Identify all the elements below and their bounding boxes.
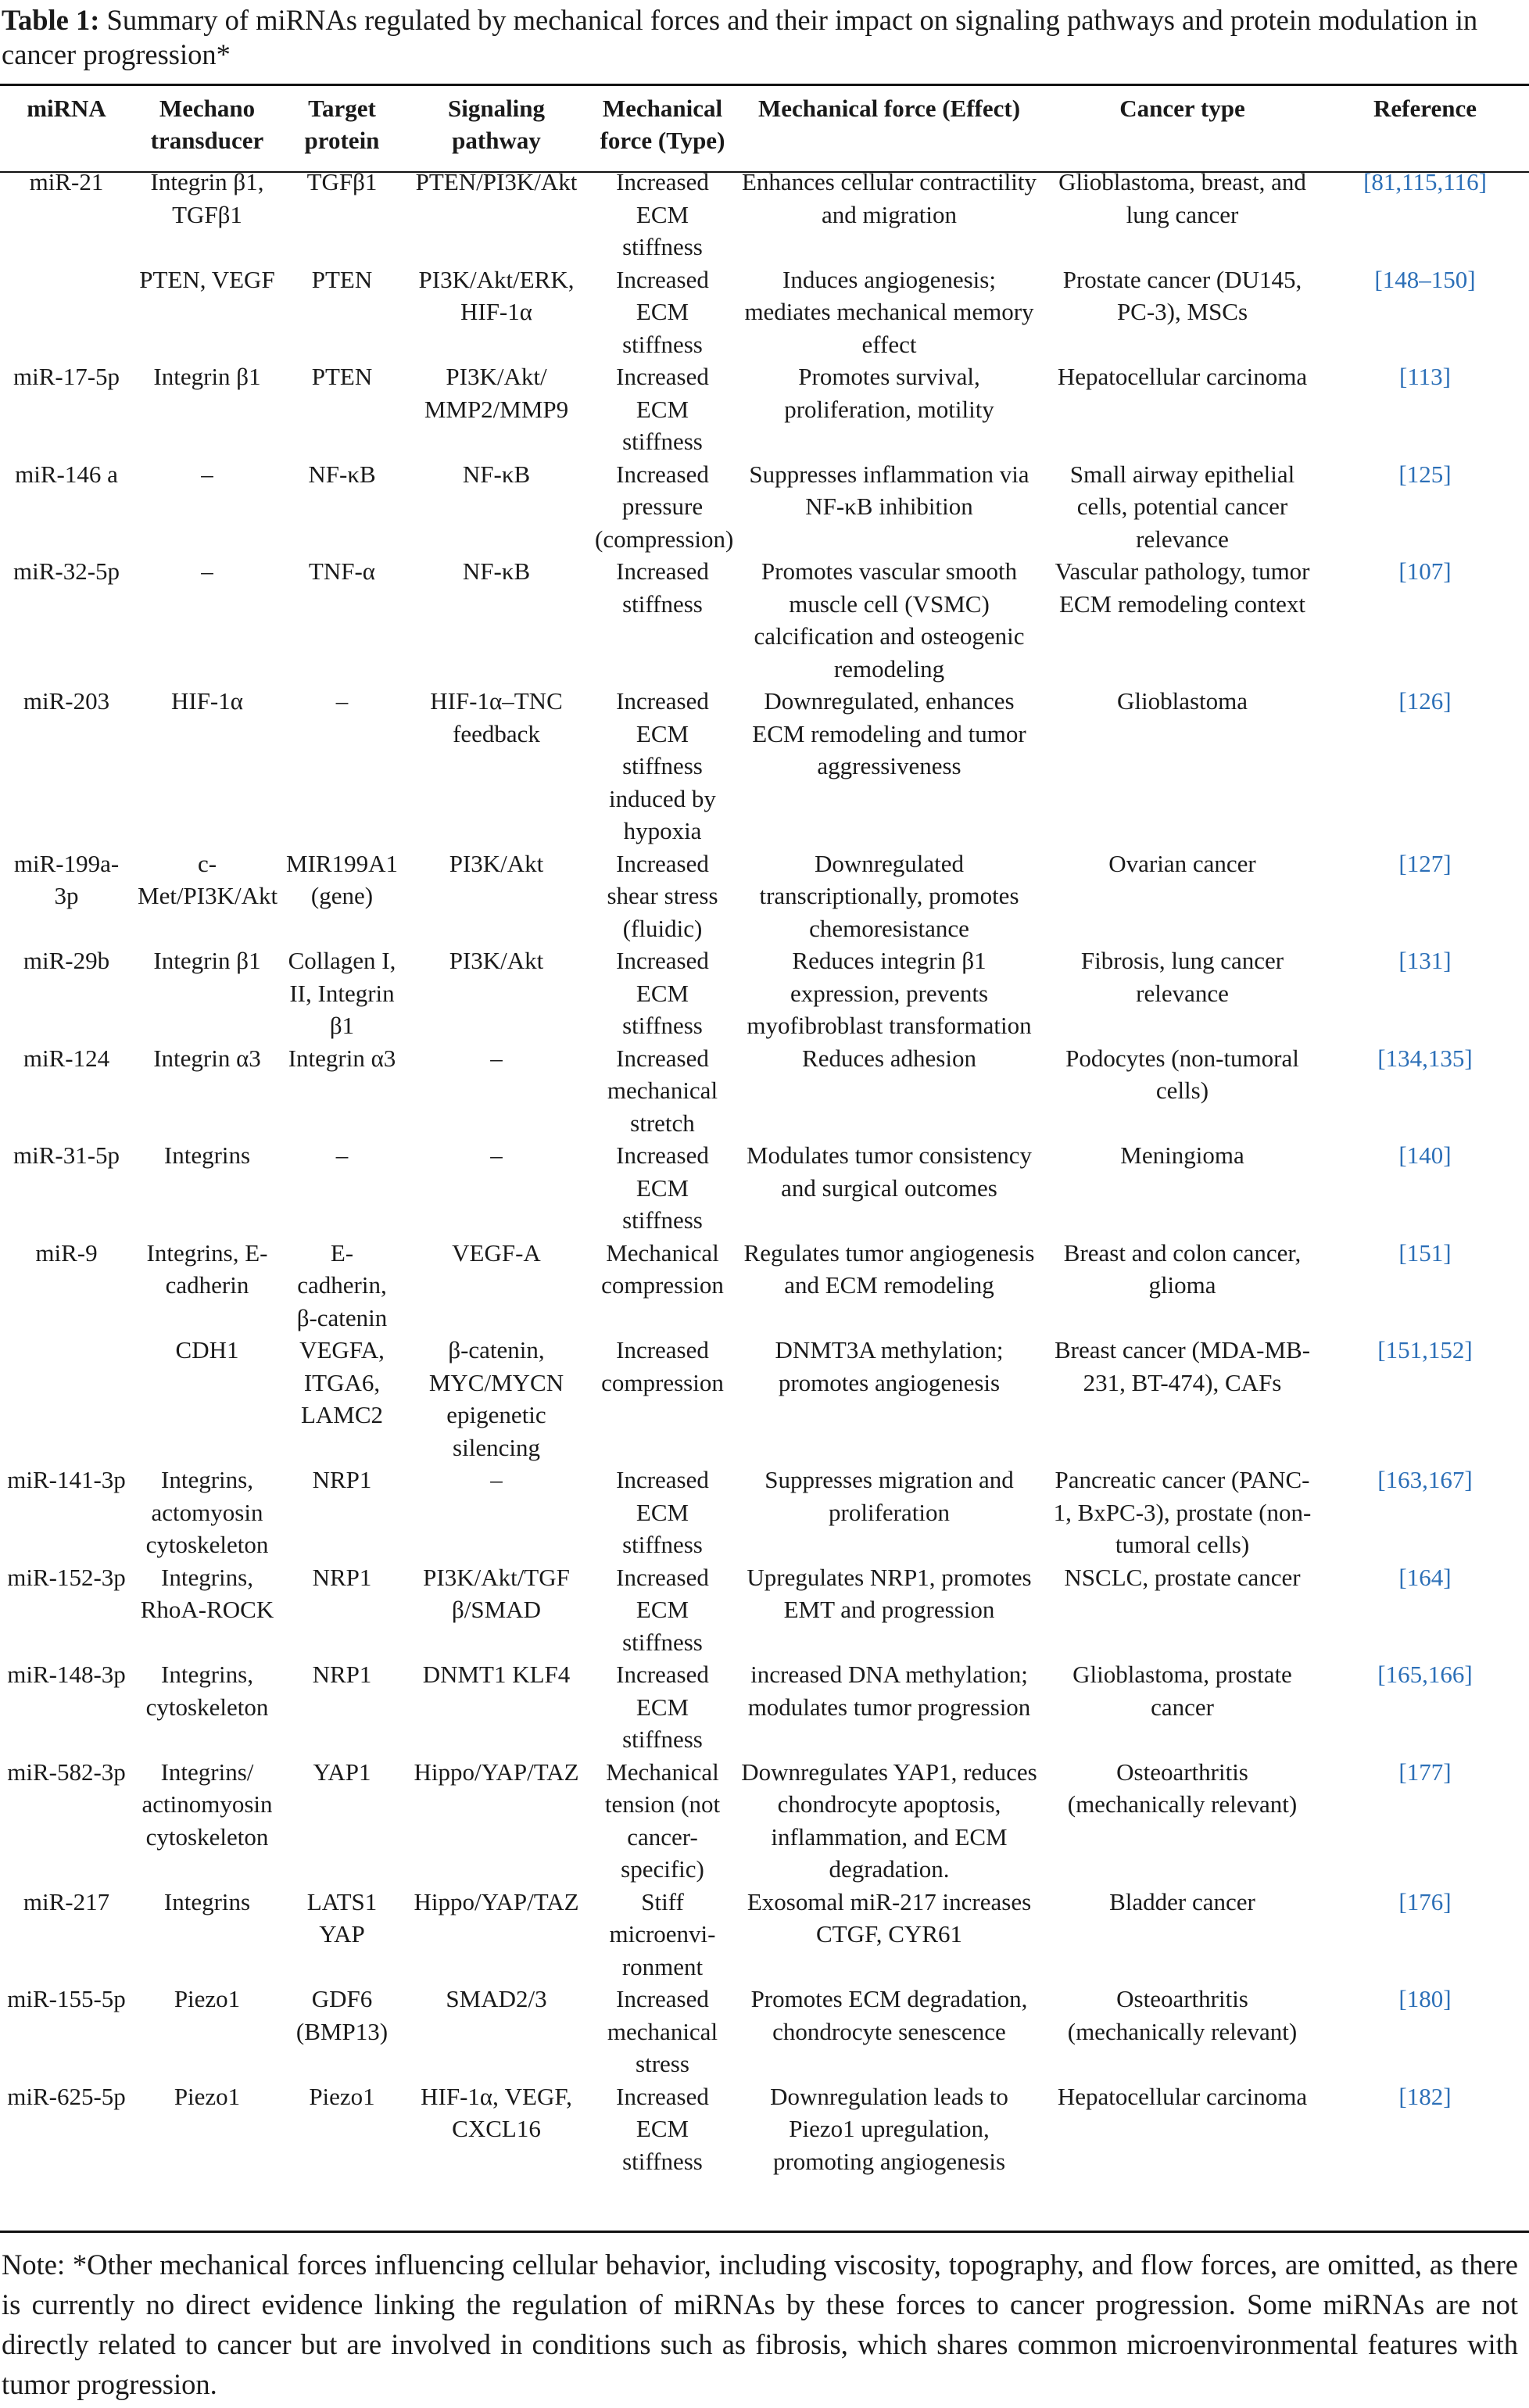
cell-cancer-type: Glioblastoma — [1116, 687, 1248, 715]
cell-mechanotransducer: HIF-1α — [170, 687, 244, 715]
cell-force-type: Mechanical compression — [601, 1238, 724, 1299]
cell-force-type: Increased stiffness — [616, 557, 709, 618]
cell-mechanotransducer: Integrins — [163, 1887, 251, 1915]
cell-force-type: Increased mechanical stress — [607, 1985, 718, 2077]
cell-reference[interactable]: [180] — [1398, 1985, 1452, 2012]
cell-signaling-pathway: PI3K/Akt/ MMP2/MMP9 — [424, 363, 569, 423]
cell-reference[interactable]: [134,135] — [1377, 1044, 1473, 1072]
table-label: Table 1: — [2, 4, 100, 36]
cell-reference[interactable]: [151] — [1398, 1238, 1452, 1267]
cell-cancer-type: Hepatocellular carcinoma — [1057, 2082, 1308, 2110]
cell-mechanotransducer: CDH1 — [175, 1336, 239, 1363]
cell-mechanotransducer: c-Met/PI3K/Akt — [138, 849, 278, 909]
cell-cancer-type: Fibrosis, lung cancer relevance — [1080, 947, 1284, 1007]
table-row — [0, 1658, 1529, 1756]
cell-cancer-type: Breast and colon cancer, glioma — [1063, 1238, 1302, 1299]
cell-force-effect: Downregulates YAP1, reduces chondrocyte apoptosis, inflammation, and ECM degradation. — [741, 1758, 1037, 1883]
cell-mirna: miR-148-3p — [7, 1661, 126, 1688]
cell-force-effect: Reduces integrin β1 expression, prevents myofibroblast transformation — [747, 947, 1032, 1039]
cell-target-protein: YAP1 — [313, 1758, 371, 1786]
cell-reference[interactable]: [125] — [1398, 460, 1452, 488]
cell-target-protein: GDF6 (BMP13) — [295, 1985, 389, 2045]
cell-target-protein: TNF-α — [308, 557, 376, 585]
cell-reference[interactable]: [177] — [1398, 1758, 1452, 1786]
cell-force-type: Stiff microenvi-ronment — [609, 1887, 716, 1980]
mirna-table — [0, 92, 1529, 2177]
cell-force-effect: Exosomal miR-217 increases CTGF, CYR61 — [747, 1887, 1032, 1948]
table-caption — [2, 3, 1518, 72]
cell-reference[interactable]: [81,115,116] — [1363, 168, 1487, 195]
cell-mechanotransducer: Integrin β1 — [153, 363, 261, 390]
cell-signaling-pathway: – — [490, 1044, 503, 1072]
cell-force-effect: Promotes survival, proliferation, motility — [784, 363, 994, 423]
cell-cancer-type: Small airway epithelial cells, potential cancer relevance — [1069, 460, 1295, 553]
cell-target-protein: NRP1 — [312, 1563, 372, 1591]
cell-cancer-type: Pancreatic cancer (PANC-1, BxPC-3), prostate (non-tumoral cells) — [1053, 1466, 1312, 1558]
table-row — [0, 1139, 1529, 1237]
cell-force-effect: DNMT3A methylation; promotes angiogenesis — [775, 1336, 1004, 1396]
cell-reference[interactable]: [165,166] — [1377, 1661, 1473, 1688]
cell-target-protein: PTEN — [311, 265, 373, 293]
cell-force-type: Increased ECM stiffness — [616, 947, 709, 1039]
cell-mechanotransducer: Piezo1 — [174, 2082, 241, 2110]
table-note: Note: *Other mechanical forces influencing cellular behavior, including viscosity, topography, and flow forces, are omitted, as there is currently no direct evidence linking the regulation of miRNAs by these forces to cancer progression. Some miRNAs are not directly related to cancer but are involved in conditions such as fibrosis, which shares common microenvironmental features with tumor progression. — [2, 2249, 1518, 2400]
cell-force-type: Increased ECM stiffness — [616, 1141, 709, 1234]
cell-signaling-pathway: PI3K/Akt — [449, 947, 544, 974]
cell-mirna: miR-21 — [29, 168, 104, 195]
cell-mechanotransducer: Integrins — [163, 1141, 251, 1169]
table-row — [0, 360, 1529, 458]
cell-target-protein: VEGFA, ITGA6, LAMC2 — [299, 1336, 385, 1428]
cell-target-protein: MIR199A1 (gene) — [286, 849, 398, 909]
table-row — [0, 1886, 1529, 1983]
cell-mirna: miR-203 — [23, 687, 110, 715]
cell-mechanotransducer: Integrins/ actinomyosin cytoskeleton — [141, 1758, 273, 1851]
top-rule — [0, 84, 1529, 86]
cell-signaling-pathway: NF-κB — [462, 557, 531, 585]
cell-cancer-type: Bladder cancer — [1109, 1887, 1255, 1915]
cell-cancer-type: NSCLC, prostate cancer — [1064, 1563, 1301, 1591]
cell-reference[interactable]: [131] — [1398, 947, 1452, 974]
cell-mirna — [0, 263, 133, 361]
table-row — [0, 555, 1529, 685]
cell-force-type: Increased ECM stiffness — [616, 1466, 709, 1558]
cell-signaling-pathway: – — [490, 1466, 503, 1493]
table-row — [0, 2080, 1529, 2178]
cell-cancer-type: Podocytes (non-tumoral cells) — [1065, 1044, 1299, 1104]
table-row — [0, 685, 1529, 847]
cell-force-effect: increased DNA methylation; modulates tumor progression — [747, 1661, 1031, 1721]
cell-mechanotransducer: Integrins, actomyosin cytoskeleton — [145, 1466, 269, 1558]
cell-mirna: miR-17-5p — [13, 363, 120, 390]
cell-cancer-type: Vascular pathology, tumor ECM remodeling context — [1055, 557, 1310, 618]
cell-mechanotransducer: Integrin β1, TGFβ1 — [150, 168, 264, 228]
cell-force-effect: Reduces adhesion — [802, 1044, 976, 1072]
cell-force-type: Increased ECM stiffness — [616, 363, 709, 455]
cell-reference[interactable]: [163,167] — [1377, 1466, 1473, 1493]
cell-force-effect: Downregulated, enhances ECM remodeling and tumor aggressiveness — [752, 687, 1026, 779]
table-caption-text: Summary of miRNAs regulated by mechanical forces and their impact on signaling pathways and protein modulation in cancer progression* — [2, 4, 1478, 70]
cell-mirna: miR-199a-3p — [13, 849, 120, 909]
header-signaling-pathway: Signaling pathway — [447, 95, 546, 154]
cell-signaling-pathway: PI3K/Akt/ERK, HIF-1α — [418, 265, 575, 325]
header-mechanotransducer: Mechano transducer — [150, 95, 264, 154]
cell-mechanotransducer: Integrins, RhoA-ROCK — [140, 1563, 274, 1623]
cell-force-type: Increased ECM stiffness — [616, 1661, 709, 1753]
cell-target-protein: Integrin α3 — [288, 1044, 396, 1072]
cell-force-type: Mechanical tension (not cancer-specific) — [604, 1758, 721, 1883]
cell-cancer-type: Glioblastoma, prostate cancer — [1072, 1661, 1292, 1721]
cell-force-effect: Induces angiogenesis; mediates mechanical memory effect — [744, 265, 1034, 358]
cell-force-effect: Regulates tumor angiogenesis and ECM remodeling — [743, 1238, 1035, 1299]
cell-force-effect: Promotes ECM degradation, chondrocyte senescence — [750, 1985, 1028, 2045]
cell-force-type: Increased shear stress (fluidic) — [607, 849, 718, 942]
table-row — [0, 1561, 1529, 1659]
cell-mechanotransducer: Piezo1 — [174, 1985, 241, 2012]
cell-signaling-pathway: HIF-1α–TNC feedback — [430, 687, 563, 747]
cell-signaling-pathway: Hippo/YAP/TAZ — [414, 1887, 579, 1915]
cell-mechanotransducer: – — [201, 557, 213, 585]
cell-force-type: Increased ECM stiffness — [616, 265, 709, 358]
cell-signaling-pathway: PTEN/PI3K/Akt — [415, 168, 578, 195]
cell-mirna: miR-32-5p — [13, 557, 120, 585]
cell-force-effect: Suppresses inflammation via NF-κB inhibition — [749, 460, 1029, 520]
cell-target-protein: PTEN — [311, 363, 373, 390]
cell-cancer-type: Meningioma — [1120, 1141, 1244, 1169]
cell-target-protein: TGFβ1 — [306, 168, 378, 195]
cell-mirna: miR-124 — [23, 1044, 110, 1072]
cell-mechanotransducer: – — [201, 460, 213, 488]
cell-force-type: Increased pressure (compression) — [595, 460, 734, 553]
cell-signaling-pathway: NF-κB — [462, 460, 531, 488]
table-row — [0, 166, 1529, 263]
cell-reference[interactable]: [107] — [1398, 557, 1452, 585]
cell-mirna: miR-141-3p — [7, 1466, 126, 1493]
cell-signaling-pathway: β-catenin, MYC/MYCN epigenetic silencing — [428, 1336, 564, 1461]
cell-cancer-type: Prostate cancer (DU145, PC-3), MSCs — [1062, 265, 1302, 325]
cell-reference[interactable]: [182] — [1398, 2082, 1452, 2110]
header-cancer-type: Cancer type — [1119, 95, 1245, 122]
cell-mirna: miR-152-3p — [7, 1563, 126, 1591]
cell-mechanotransducer: Integrins, cytoskeleton — [145, 1661, 269, 1721]
cell-cancer-type: Glioblastoma, breast, and lung cancer — [1058, 168, 1306, 228]
header-force-effect: Mechanical force (Effect) — [757, 95, 1021, 122]
cell-signaling-pathway: VEGF-A — [452, 1238, 541, 1267]
cell-target-protein: – — [335, 687, 349, 715]
table-body — [0, 166, 1529, 2177]
cell-force-type: Increased ECM stiffness — [616, 168, 709, 260]
cell-force-effect: Modulates tumor consistency and surgical outcomes — [746, 1141, 1033, 1202]
cell-target-protein: – — [335, 1141, 349, 1169]
cell-force-effect: Downregulated transcriptionally, promotes chemoresistance — [759, 849, 1019, 942]
cell-mirna — [0, 1334, 133, 1464]
table-row — [0, 263, 1529, 361]
cell-reference[interactable]: [126] — [1398, 687, 1452, 715]
cell-signaling-pathway: HIF-1α, VEGF, CXCL16 — [421, 2082, 572, 2142]
cell-signaling-pathway: Hippo/YAP/TAZ — [414, 1758, 579, 1786]
cell-force-type: Increased ECM stiffness — [616, 2082, 709, 2175]
cell-mirna: miR-155-5p — [7, 1985, 126, 2012]
cell-cancer-type: Osteoarthritis (mechanically relevant) — [1067, 1758, 1298, 1818]
table-row — [0, 1983, 1529, 2080]
cell-force-type: Increased mechanical stretch — [607, 1044, 718, 1137]
header-force-type: Mechanical force (Type) — [600, 95, 725, 154]
cell-target-protein: NRP1 — [312, 1661, 372, 1688]
cell-target-protein: Collagen I, II, Integrin β1 — [288, 947, 396, 1039]
cell-mechanotransducer: PTEN, VEGF — [139, 265, 275, 293]
cell-mirna: miR-9 — [35, 1238, 98, 1267]
cell-force-effect: Downregulation leads to Piezo1 upregulation, promoting angiogenesis — [770, 2082, 1008, 2175]
header-reference: Reference — [1373, 95, 1477, 122]
cell-signaling-pathway: PI3K/Akt — [449, 849, 544, 877]
cell-mechanotransducer: Integrins, E-cadherin — [146, 1238, 268, 1299]
header-target-protein: Target protein — [304, 95, 380, 154]
header-mirna: miRNA — [27, 95, 106, 122]
bottom-rule — [0, 2231, 1529, 2233]
table-row — [0, 1334, 1529, 1464]
cell-reference[interactable]: [176] — [1398, 1887, 1452, 1915]
cell-signaling-pathway: PI3K/Akt/TGF β/SMAD — [423, 1563, 570, 1623]
cell-mirna: miR-625-5p — [7, 2082, 126, 2110]
cell-reference[interactable]: [127] — [1398, 849, 1452, 877]
cell-signaling-pathway: – — [490, 1141, 503, 1169]
cell-force-type: Increased compression — [601, 1336, 724, 1396]
table-row — [0, 847, 1529, 945]
cell-reference[interactable]: [140] — [1398, 1141, 1452, 1169]
table-row — [0, 944, 1529, 1042]
table-row — [0, 1464, 1529, 1561]
cell-mechanotransducer: Integrin β1 — [153, 947, 261, 974]
cell-signaling-pathway: SMAD2/3 — [446, 1985, 547, 2012]
cell-target-protein: Piezo1 — [309, 2082, 375, 2110]
header-row — [0, 92, 1529, 166]
cell-force-type: Increased ECM stiffness induced by hypoxia — [609, 687, 716, 844]
cell-reference[interactable]: [151,152] — [1377, 1336, 1473, 1363]
cell-target-protein: LATS1 YAP — [306, 1887, 378, 1948]
cell-force-effect: Promotes vascular smooth muscle cell (VSMC) calcification and osteogenic remodeling — [754, 557, 1025, 683]
cell-cancer-type: Hepatocellular carcinoma — [1057, 363, 1308, 390]
table-row — [0, 1237, 1529, 1335]
cell-reference[interactable]: [164] — [1398, 1563, 1452, 1591]
cell-mirna: miR-146 a — [15, 460, 118, 488]
cell-signaling-pathway: DNMT1 KLF4 — [422, 1661, 571, 1688]
cell-mirna: miR-31-5p — [13, 1141, 120, 1169]
cell-mirna: miR-217 — [23, 1887, 110, 1915]
cell-force-effect: Enhances cellular contractility and migration — [742, 168, 1037, 228]
cell-cancer-type: Ovarian cancer — [1108, 849, 1256, 877]
table-row — [0, 1756, 1529, 1886]
table-row — [0, 1042, 1529, 1140]
cell-cancer-type: Breast cancer (MDA-MB-231, BT-474), CAFs — [1054, 1336, 1311, 1396]
cell-force-type: Increased ECM stiffness — [616, 1563, 709, 1656]
cell-mechanotransducer: Integrin α3 — [153, 1044, 261, 1072]
cell-force-effect: Suppresses migration and proliferation — [764, 1466, 1014, 1526]
cell-reference[interactable]: [148–150] — [1374, 265, 1476, 293]
table-row — [0, 458, 1529, 556]
cell-target-protein: E-cadherin, β-catenin — [296, 1238, 388, 1331]
cell-target-protein: NF-κB — [308, 460, 376, 488]
cell-target-protein: NRP1 — [312, 1466, 372, 1493]
cell-mirna: miR-29b — [23, 947, 110, 974]
cell-force-effect: Upregulates NRP1, promotes EMT and progression — [747, 1563, 1032, 1623]
cell-reference[interactable]: [113] — [1399, 363, 1451, 390]
cell-cancer-type: Osteoarthritis (mechanically relevant) — [1067, 1985, 1298, 2045]
cell-mirna: miR-582-3p — [7, 1758, 126, 1786]
